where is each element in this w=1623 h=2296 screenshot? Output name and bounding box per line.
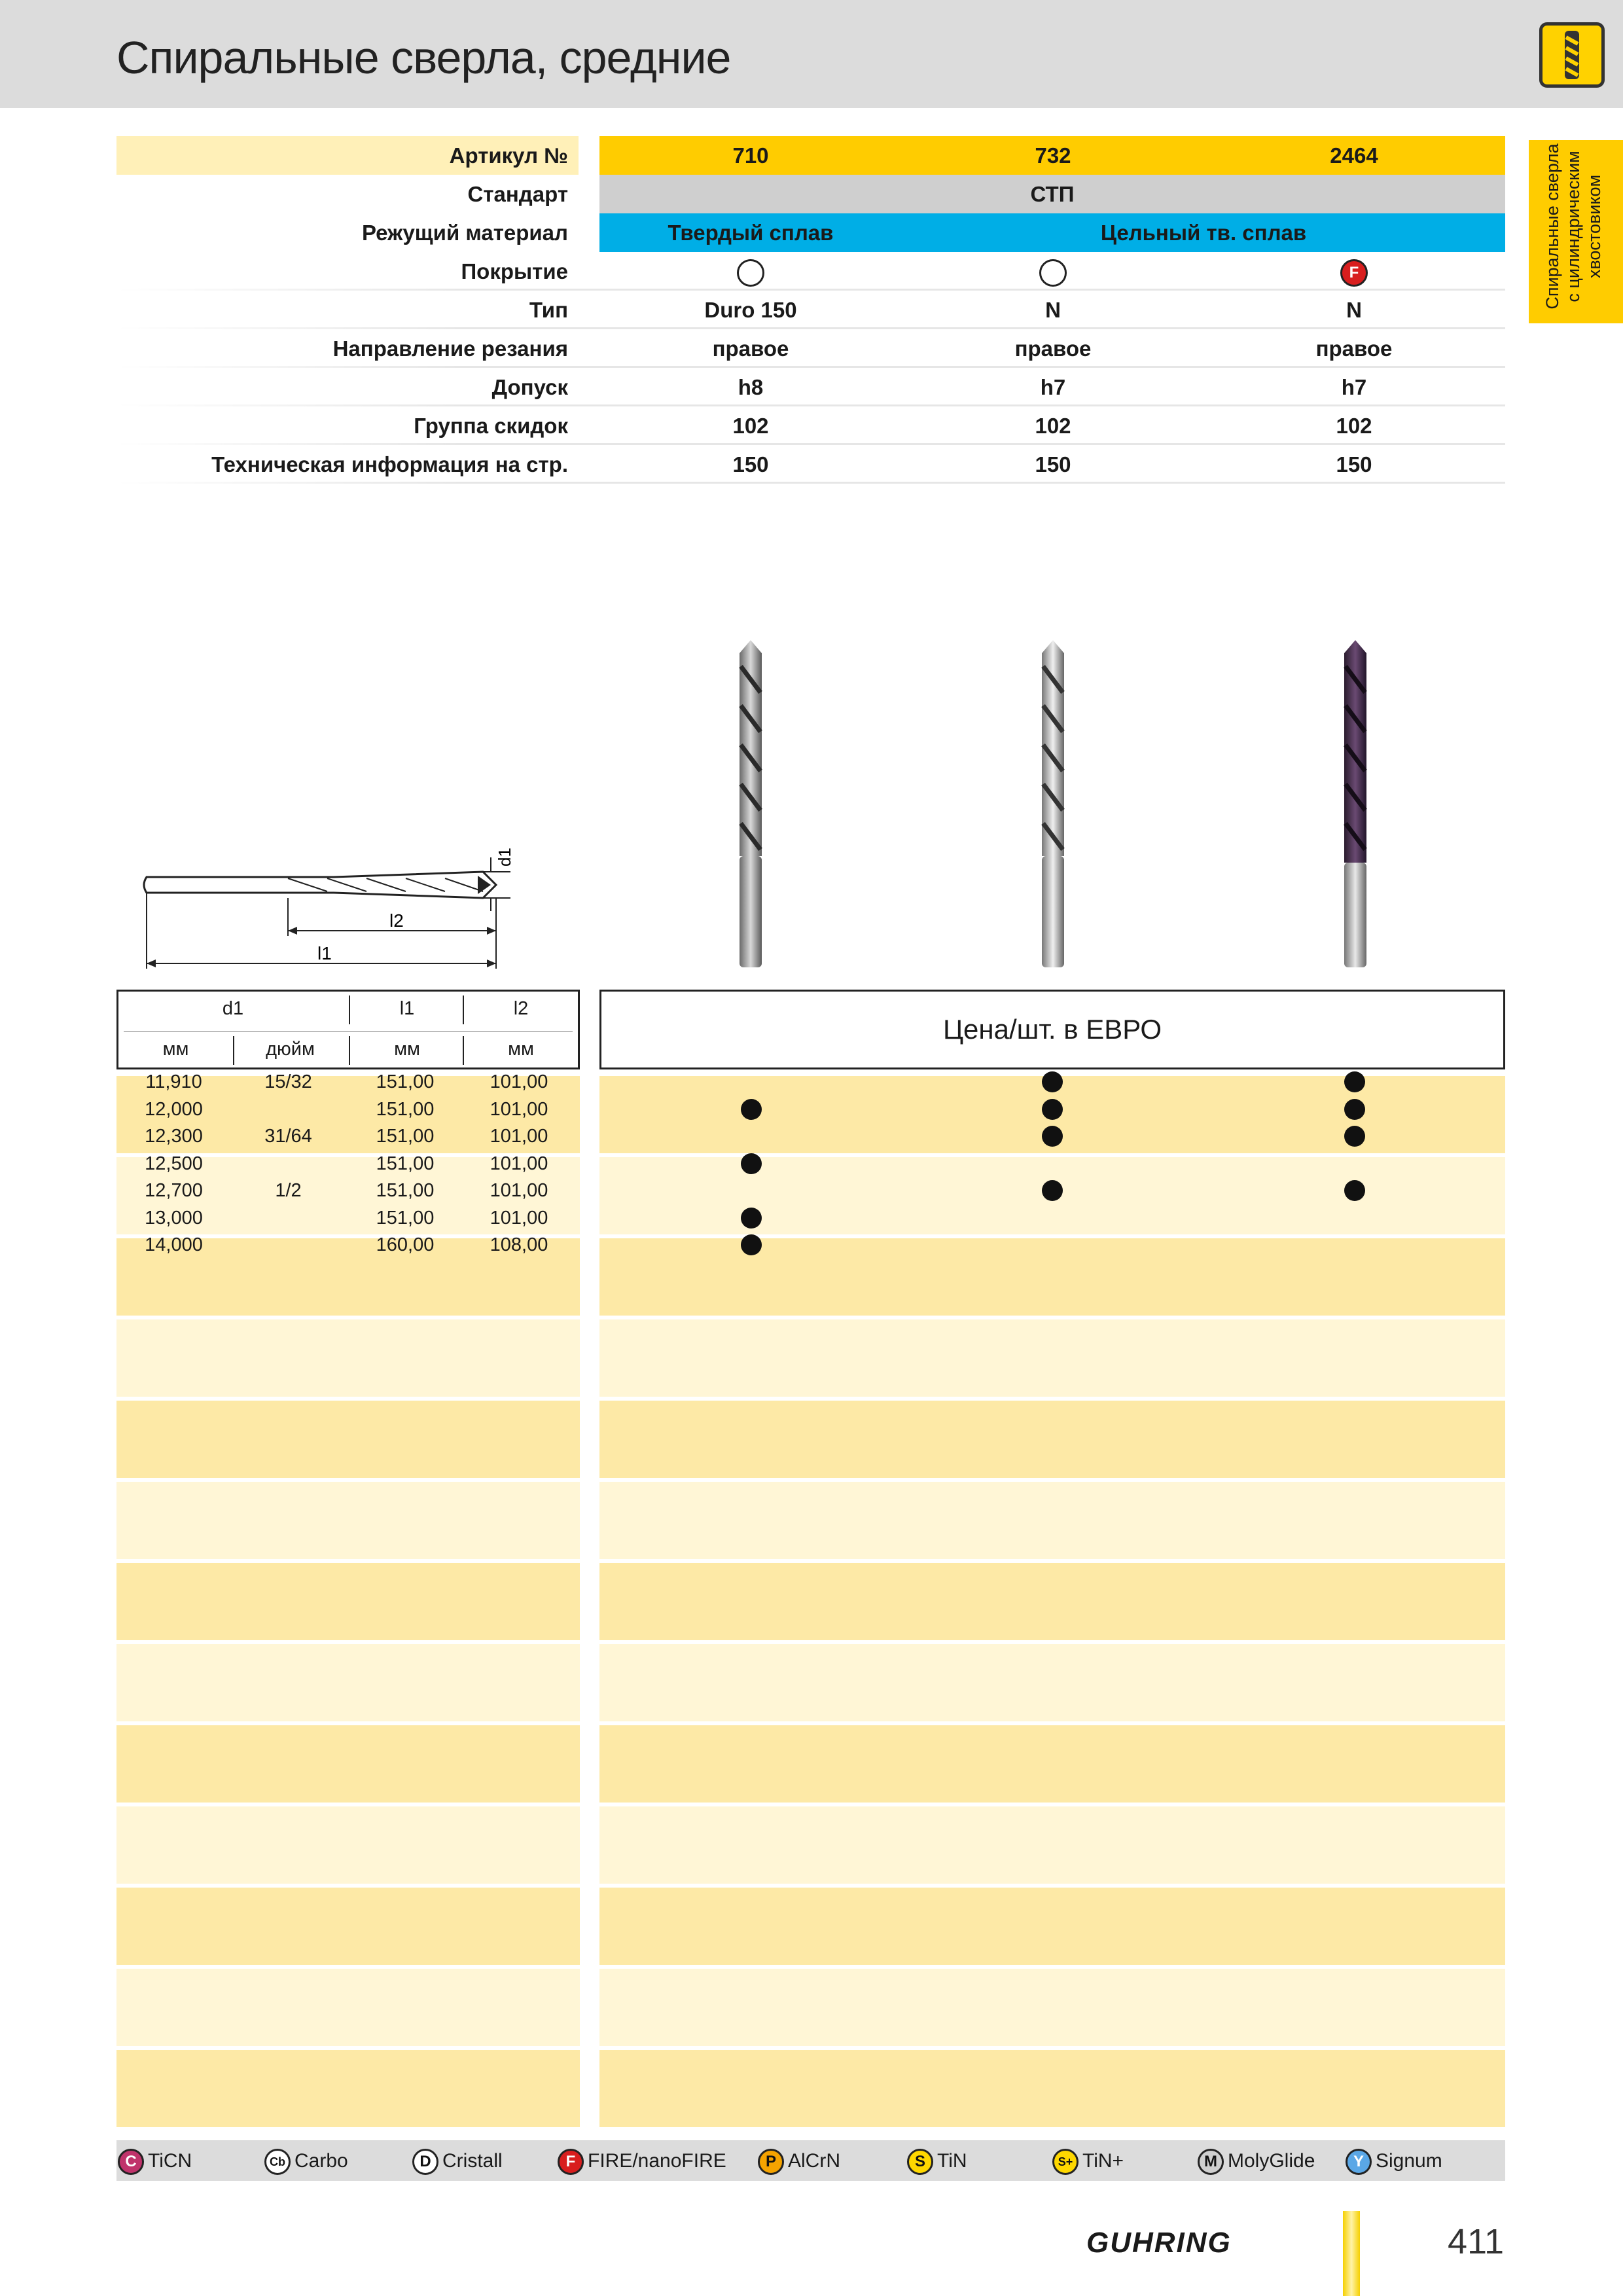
table-band <box>116 1644 580 1721</box>
availability-dot <box>741 1099 762 1120</box>
no-coating-icon <box>1039 259 1067 287</box>
legend-label: AlCrN <box>788 2150 840 2172</box>
availability-dot <box>1042 1180 1063 1201</box>
cell-l1: 151,00 <box>376 1207 435 1229</box>
table-band <box>599 1969 1505 2046</box>
techinfo-link[interactable]: 150 <box>732 452 769 476</box>
material-label: Режущий материал <box>361 221 568 245</box>
legend-label: Signum <box>1376 2150 1442 2172</box>
table-row <box>116 1151 1505 1177</box>
cell-d1: 13,000 <box>145 1207 203 1229</box>
diagram-l1-label: l1 <box>317 943 332 963</box>
cell-inch: 15/32 <box>264 1071 312 1092</box>
col-l2: l2 <box>513 998 529 1019</box>
cell-l1: 160,00 <box>376 1234 435 1255</box>
coating-badge-icon: P <box>758 2149 784 2175</box>
legend-item <box>1198 2148 1315 2174</box>
legend-label: TiCN <box>148 2150 192 2172</box>
table-band <box>599 1806 1505 1884</box>
page-number: 411 <box>1448 2222 1505 2261</box>
legend-item <box>118 2148 192 2174</box>
cell-l2: 101,00 <box>490 1153 548 1174</box>
unit-mm: мм <box>394 1039 420 1060</box>
cell-l2: 101,00 <box>490 1071 548 1092</box>
footer-accent-bar <box>1343 2211 1360 2296</box>
brand-logo: GUHRING <box>1086 2227 1232 2259</box>
discount-value: 102 <box>1035 414 1071 438</box>
availability-dot <box>741 1153 762 1174</box>
availability-dot <box>1042 1071 1063 1092</box>
direction-label: Направление резания <box>332 336 568 361</box>
table-band <box>116 1969 580 2046</box>
table-band <box>116 1482 580 1559</box>
category-side-tab <box>1529 140 1623 323</box>
drill-732-image <box>1039 640 1067 973</box>
coating-label: Покрытие <box>461 259 568 283</box>
legend-item <box>907 2148 967 2174</box>
legend-item <box>264 2148 348 2174</box>
material-value-1: Твердый сплав <box>668 221 834 245</box>
drill-2464-image <box>1342 640 1369 973</box>
type-value: Duro 150 <box>704 298 797 322</box>
tolerance-value: h7 <box>1341 375 1367 399</box>
coating-badge-icon: M <box>1198 2149 1224 2175</box>
spec-row-direction <box>116 329 1505 368</box>
table-band <box>116 1806 580 1884</box>
tolerance-label: Допуск <box>491 375 568 399</box>
spec-row-discount <box>116 406 1505 445</box>
availability-dot <box>1344 1099 1365 1120</box>
drill-logo-icon <box>1539 22 1605 88</box>
article-710: 710 <box>732 143 769 168</box>
cell-d1: 12,500 <box>145 1153 203 1174</box>
spec-row-type <box>116 291 1505 329</box>
cell-inch: 1/2 <box>275 1180 302 1201</box>
availability-dot <box>741 1208 762 1229</box>
type-value: N <box>1346 298 1362 322</box>
coating-badge-icon: Y <box>1346 2149 1372 2175</box>
coating-legend <box>116 2140 1505 2181</box>
coating-badge-icon: S+ <box>1052 2149 1079 2175</box>
size-table-header <box>116 990 580 1069</box>
legend-label: MolyGlide <box>1228 2150 1315 2172</box>
coating-badge-icon: C <box>118 2149 144 2175</box>
table-band <box>116 1888 580 1965</box>
table-band <box>599 2050 1505 2127</box>
coating-badge-icon: F <box>558 2149 584 2175</box>
table-row <box>116 1096 1505 1123</box>
table-row <box>116 1205 1505 1232</box>
drill-710-image <box>737 640 764 973</box>
spec-row-coating <box>116 252 1505 291</box>
cell-d1: 14,000 <box>145 1234 203 1255</box>
table-row <box>116 1177 1505 1204</box>
legend-label: TiN+ <box>1082 2150 1124 2172</box>
availability-dot <box>1042 1099 1063 1120</box>
availability-dot <box>1344 1126 1365 1147</box>
legend-item <box>758 2148 840 2174</box>
spec-row-techinfo <box>116 445 1505 484</box>
table-row <box>116 1123 1505 1150</box>
page-title: Спиральные сверла, средние <box>116 32 731 83</box>
article-label: Артикул № <box>449 143 568 168</box>
col-l1: l1 <box>399 998 415 1019</box>
table-band <box>599 1725 1505 1803</box>
discount-label: Группа скидок <box>414 414 568 438</box>
cell-l1: 151,00 <box>376 1098 435 1120</box>
cell-l1: 151,00 <box>376 1153 435 1174</box>
material-value-2: Цельный тв. сплав <box>1100 221 1307 245</box>
unit-mm: мм <box>162 1039 189 1060</box>
tolerance-value: h8 <box>738 375 764 399</box>
unit-inch: дюйм <box>266 1039 315 1060</box>
standard-value: СТП <box>1030 182 1075 206</box>
cell-d1: 11,910 <box>145 1071 202 1092</box>
standard-label: Стандарт <box>467 182 568 206</box>
table-band <box>116 1563 580 1640</box>
col-d1: d1 <box>222 998 244 1019</box>
legend-label: TiN <box>937 2150 967 2172</box>
cell-l1: 151,00 <box>376 1071 435 1092</box>
type-label: Тип <box>529 298 568 322</box>
cell-l2: 101,00 <box>490 1207 548 1229</box>
techinfo-label: Техническая информация на стр. <box>211 452 568 476</box>
availability-dot <box>1344 1180 1365 1201</box>
unit-mm: мм <box>508 1039 534 1060</box>
cell-inch: 31/64 <box>264 1126 312 1147</box>
table-band <box>599 1888 1505 1965</box>
page-header <box>0 0 1623 108</box>
cell-l1: 151,00 <box>376 1180 435 1201</box>
spec-row-tolerance <box>116 368 1505 406</box>
direction-value: правое <box>712 336 789 361</box>
legend-item <box>1052 2148 1124 2174</box>
cell-l2: 108,00 <box>490 1234 548 1255</box>
availability-dot <box>1344 1071 1365 1092</box>
cell-d1: 12,300 <box>145 1126 203 1147</box>
article-2464: 2464 <box>1330 143 1378 168</box>
tolerance-value: h7 <box>1040 375 1066 399</box>
discount-value: 102 <box>1336 414 1372 438</box>
techinfo-link[interactable]: 150 <box>1035 452 1071 476</box>
type-value: N <box>1045 298 1061 322</box>
spec-row-material <box>116 213 1505 252</box>
cell-d1: 12,000 <box>145 1098 203 1120</box>
fire-coating-icon: F <box>1340 259 1368 287</box>
table-band <box>599 1319 1505 1397</box>
legend-item <box>412 2148 503 2174</box>
table-band <box>599 1563 1505 1640</box>
legend-label: Cristall <box>442 2150 503 2172</box>
coating-badge-icon: Cb <box>264 2149 291 2175</box>
table-band <box>599 1401 1505 1478</box>
table-row <box>116 1069 1505 1096</box>
table-band <box>599 1644 1505 1721</box>
table-band <box>116 1319 580 1397</box>
diagram-l2-label: l2 <box>389 910 404 931</box>
discount-value: 102 <box>732 414 769 438</box>
price-header: Цена/шт. в ЕВРО <box>599 990 1505 1069</box>
cell-l1: 151,00 <box>376 1126 435 1147</box>
direction-value: правое <box>1014 336 1092 361</box>
spec-row-article <box>116 136 1505 175</box>
availability-dot <box>741 1234 762 1255</box>
no-coating-icon <box>737 259 764 287</box>
table-band <box>599 1482 1505 1559</box>
cell-l2: 101,00 <box>490 1098 548 1120</box>
legend-label: FIRE/nanoFIRE <box>588 2150 726 2172</box>
cell-l2: 101,00 <box>490 1180 548 1201</box>
table-band <box>116 1725 580 1803</box>
table-row <box>116 1232 1505 1259</box>
table-band <box>116 2050 580 2127</box>
diagram-d1-label: d1 <box>495 848 514 867</box>
coating-badge-icon: S <box>907 2149 933 2175</box>
techinfo-link[interactable]: 150 <box>1336 452 1372 476</box>
spec-row-standard <box>116 175 1505 213</box>
legend-item <box>1346 2148 1442 2174</box>
cell-l2: 101,00 <box>490 1126 548 1147</box>
cell-d1: 12,700 <box>145 1180 203 1201</box>
table-band <box>116 1401 580 1478</box>
drill-dimension-diagram <box>137 838 556 975</box>
legend-label: Carbo <box>294 2150 348 2172</box>
legend-item <box>558 2148 726 2174</box>
coating-badge-icon: D <box>412 2149 438 2175</box>
article-732: 732 <box>1035 143 1071 168</box>
direction-value: правое <box>1315 336 1393 361</box>
availability-dot <box>1042 1126 1063 1147</box>
side-tab-text: Спиральные сверла с цилиндрическим хвостовиком <box>1543 143 1604 310</box>
